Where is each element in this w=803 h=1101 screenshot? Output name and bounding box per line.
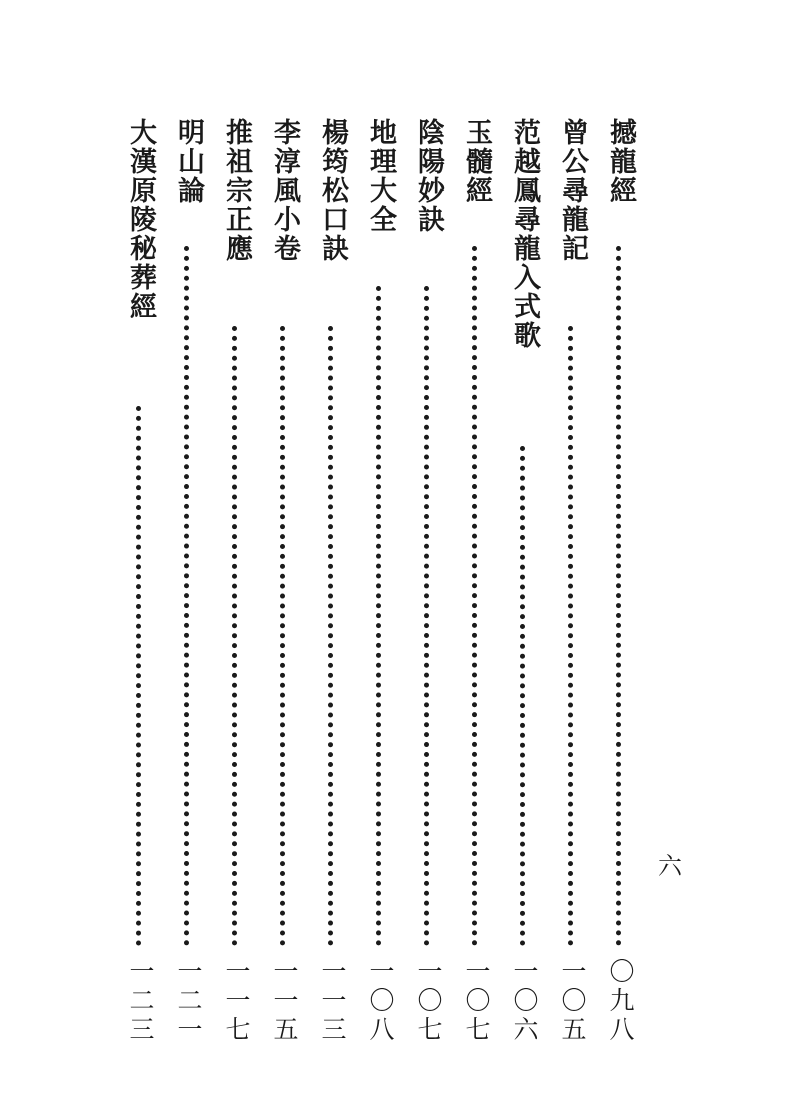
toc-entry [168,118,208,1048]
dot-leader [376,286,384,946]
entry-title: 楊筠松口訣 [317,118,348,263]
dot-leader [472,246,480,946]
entry-page-number: 〇九八 [606,958,635,1045]
toc-entry [360,118,400,1048]
toc-entry [456,118,496,1048]
entry-title: 曾公尋龍記 [557,118,588,263]
entry-page-number: 一〇八 [366,958,395,1045]
dot-leader [280,326,288,946]
entry-title: 陰陽妙訣 [413,118,444,234]
entry-page-number: 一〇五 [558,958,587,1045]
toc-entry [216,118,256,1048]
entry-title: 玉髓經 [461,118,492,205]
entry-page-number: 一一七 [222,958,251,1045]
dot-leader [184,246,192,946]
entry-page-number: 一〇六 [510,958,539,1045]
dot-leader [616,246,624,946]
entry-page-number: 一〇七 [414,958,443,1045]
dot-leader [136,406,144,946]
dot-leader [232,326,240,946]
toc-entry [600,118,640,1048]
entry-page-number: 一二一 [174,958,203,1045]
dot-leader [520,446,528,946]
entry-page-number: 一二三 [126,958,155,1045]
toc-entry [120,118,160,1048]
entry-title: 大漢原陵秘葬經 [125,118,156,321]
entry-page-number: 一〇七 [462,958,491,1045]
entry-title: 地理大全 [365,118,396,234]
toc-entry [264,118,304,1048]
dot-leader [568,326,576,946]
dot-leader [424,286,432,946]
toc-entry [312,118,352,1048]
entry-title: 明山論 [173,118,204,205]
page-number: 六 [658,852,682,880]
dot-leader [328,326,336,946]
entry-title: 撼龍經 [605,118,636,205]
toc-entry [552,118,592,1048]
entry-title: 范越鳳尋龍入式歌 [509,118,540,350]
toc-entry [408,118,448,1048]
entry-page-number: 一一三 [318,958,347,1045]
toc-entry [504,118,544,1048]
entry-title: 李淳風小卷 [269,118,300,263]
entry-page-number: 一一五 [270,958,299,1045]
entry-title: 推祖宗正應 [221,118,252,263]
